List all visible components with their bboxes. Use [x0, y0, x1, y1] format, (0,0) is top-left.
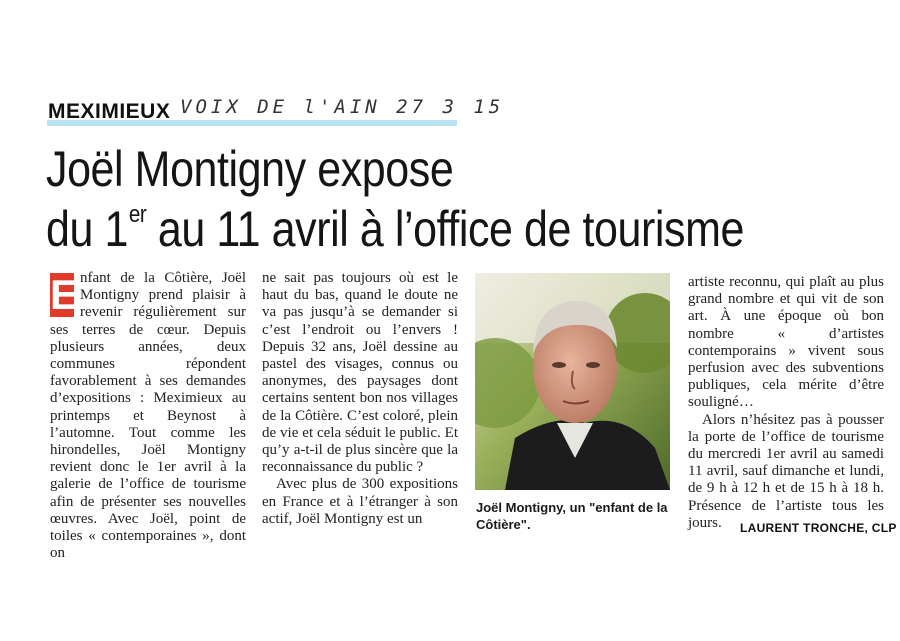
handwritten-source-note: VOIX DE l'AIN 27 3 15: [180, 96, 505, 118]
portrait-illustration: [475, 273, 670, 490]
headline-line-2-start: du 1: [46, 201, 128, 257]
headline-line-1: Joël Montigny expose: [46, 141, 454, 197]
article-column-1: [50, 270, 246, 562]
headline-ordinal: er: [128, 201, 147, 228]
article-column-2: [262, 270, 458, 528]
drop-cap: E: [50, 271, 79, 318]
section-rubric: MEXIMIEUX: [48, 100, 171, 123]
column-3-paragraph-1: artiste reconnu, qui plaît au plus grand nombre et qui vit de son art. À une époque où bon nombre « d’artistes contemporains » vivent sous perfusion avec des subventions publiques, cela mérite d’être souligné…: [688, 274, 884, 411]
column-1-text: nfant de la Côtière, Joël Montigny prend plaisir à revenir régulièrement sur ses terres de cœur. Depuis plusieurs années, deux communes répondent favorablement à ses demandes d’expositions : Meximieux au printemps et Beynost à l’automne. Tout comme les hirondelles, Joël Montigny revient donc le 1er avril à la galerie de l’office de tourisme afin de présenter ses nouvelles œuvres. Avec Joël, point de toiles « contemporaines », dont on: [50, 270, 246, 562]
column-2-paragraph-1: ne sait pas toujours où est le haut du bas, quand le doute ne va pas jusqu’à se demander si c’est l’endroit ou l’envers ! Depuis 32 ans, Joël dessine au pastel des visages, connus ou anonymes, des paysages dont certains sentent bon nos villages de la Côtière. C’est coloré, plein de vie et cela séduit le public. Et qu’y a-t-il de plus sincère que la reconnaissance du public ?: [262, 270, 458, 476]
headline-line-2-end: au 11 avril à l’office de tourisme: [146, 201, 744, 257]
headline-line-2: [46, 200, 744, 258]
photo-caption: Joël Montigny, un "enfant de la Côtière".: [476, 500, 668, 532]
byline: LAURENT TRONCHE, CLP: [740, 521, 897, 535]
portrait-photo: [475, 273, 670, 490]
column-3-paragraph-2: Alors n’hésitez pas à pousser la porte de l’office de tourisme du mercredi 1er avril au samedi 11 avril, sauf dimanche et lundi, de 9 h à 12 h et de 15 h à 18 h. Présence de l’artiste tous les jours.: [688, 411, 884, 531]
article-column-3: [688, 274, 884, 532]
column-2-paragraph-2: Avec plus de 300 expositions en France et à l’étranger à son actif, Joël Montigny est un: [262, 476, 458, 527]
